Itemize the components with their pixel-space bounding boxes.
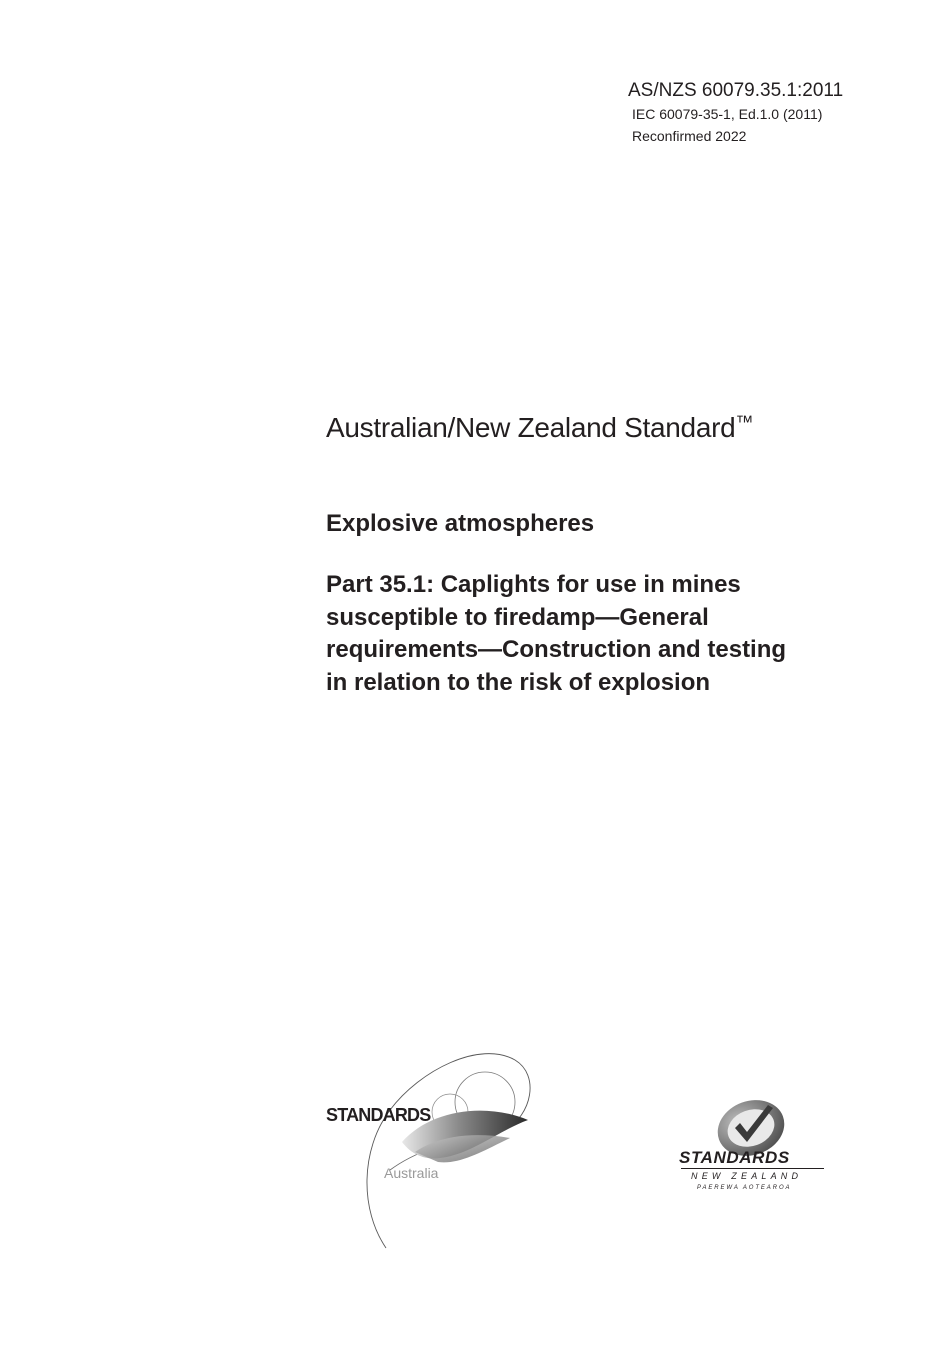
- standards-australia-swirl-logo-icon: [320, 1040, 550, 1260]
- subtitle-line: requirements—Construction and testing: [326, 636, 787, 663]
- subtitle-line: in relation to the risk of explosion: [326, 668, 711, 696]
- standards-australia-sub: Australia: [384, 1165, 439, 1181]
- standards-new-zealand-divider: [681, 1168, 824, 1169]
- standards-new-zealand-wordmark: STANDARDS: [679, 1148, 790, 1167]
- reconfirmed-note: Reconfirmed 2022: [632, 128, 747, 144]
- standards-new-zealand-maori: PAEREWA AOTEAROA: [697, 1185, 792, 1191]
- document-subtitle: [326, 569, 906, 699]
- document-title: Explosive atmospheres: [326, 510, 595, 537]
- trademark-symbol: ™: [735, 412, 754, 432]
- standard-type-heading: [326, 405, 753, 445]
- subtitle-line: Part 35.1: Caplights for use in mines: [326, 571, 741, 598]
- standards-australia-wordmark: STANDARDS: [326, 1105, 431, 1125]
- standards-new-zealand-sub: NEW ZEALAND: [691, 1171, 803, 1181]
- iec-reference: IEC 60079-35-1, Ed.1.0 (2011): [632, 106, 823, 122]
- standard-designation: AS/NZS 60079.35.1:2011: [628, 80, 844, 101]
- standard-type-text: Australian/New Zealand Standard: [326, 412, 736, 443]
- subtitle-line: susceptible to firedamp—General: [326, 603, 709, 631]
